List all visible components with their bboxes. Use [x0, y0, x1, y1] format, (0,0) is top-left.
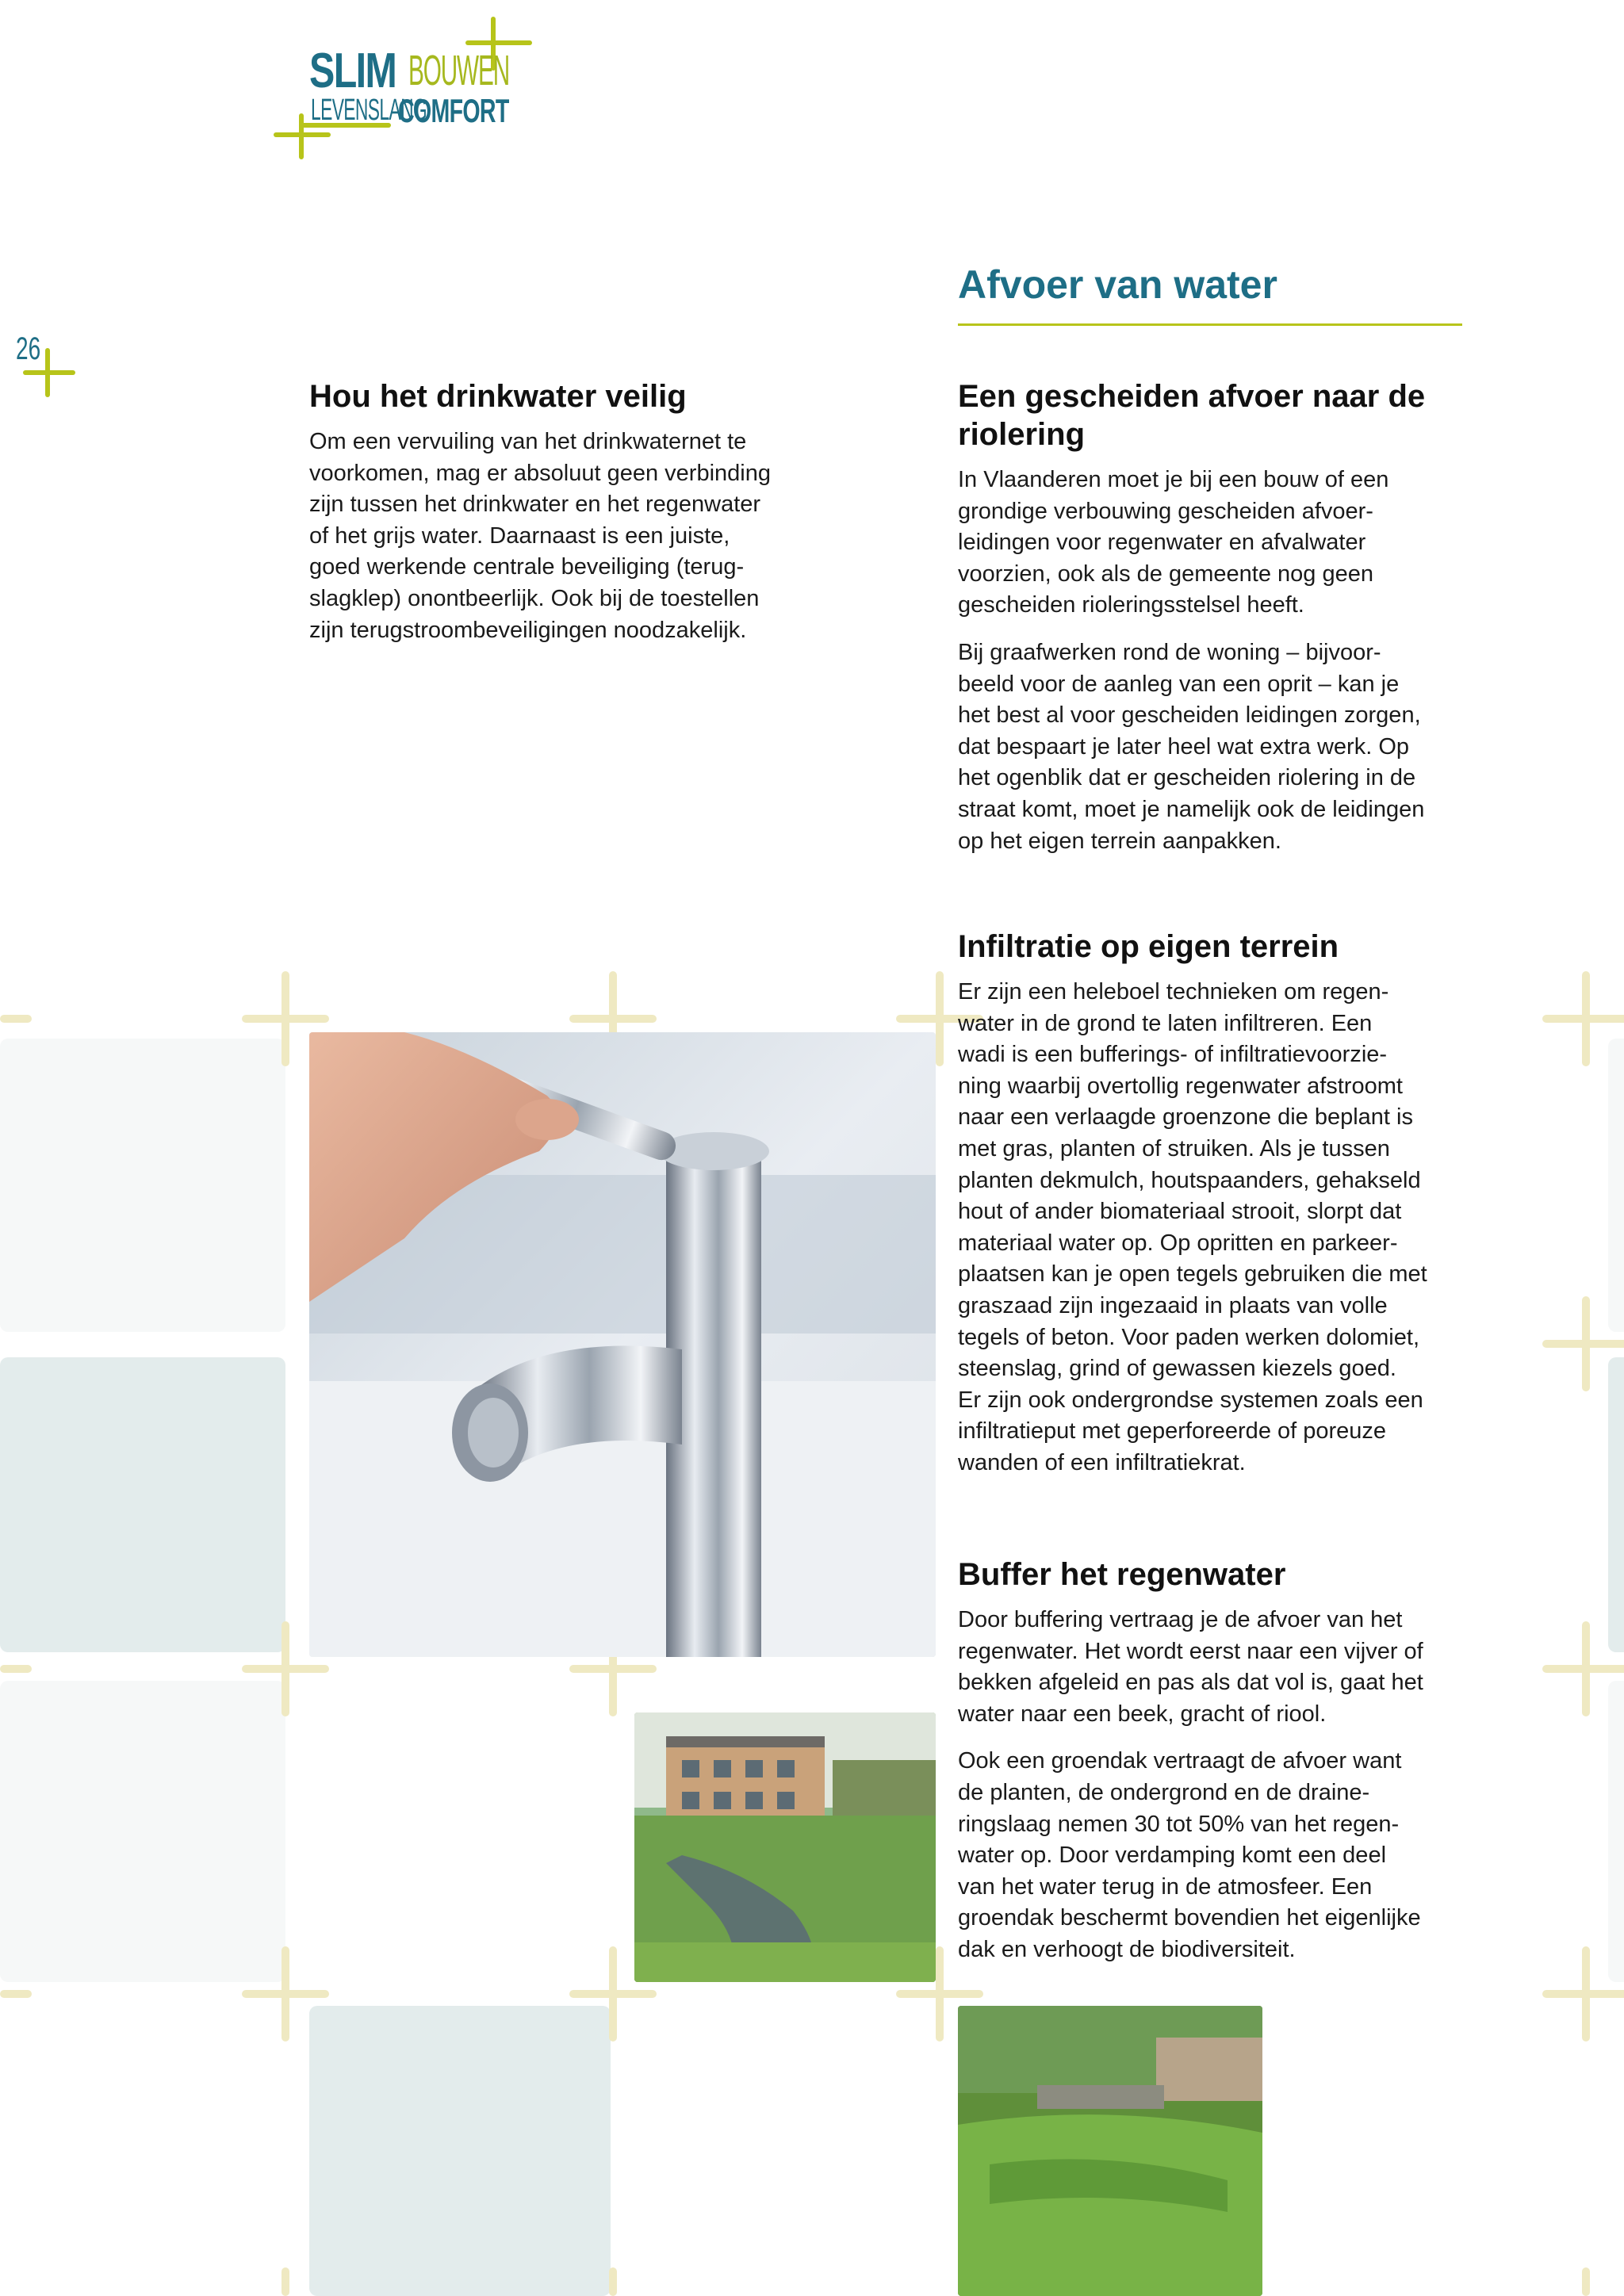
text-line: ning waarbij overtollig regenwater afstroomt	[958, 1073, 1403, 1099]
text-line: goed werkende centrale beveiliging (terug-	[309, 554, 745, 580]
page-number: 26	[16, 331, 41, 366]
text-line: op het eigen terrein aanpakken.	[958, 828, 1281, 854]
right-text-block-afvoer	[958, 377, 1481, 873]
text-line: tegels of beton. Voor paden werken dolomiet,	[958, 1324, 1419, 1350]
text-line: In Vlaanderen moet je bij een bouw of een	[958, 467, 1389, 492]
photo-water-tap	[309, 1032, 936, 1657]
text-line: slagklep) onontbeerlijk. Ook bij de toestellen	[309, 585, 760, 611]
pond-illustration	[634, 1712, 936, 1982]
paragraph	[958, 465, 1481, 622]
heading-line: Een gescheiden afvoer naar de	[958, 379, 1426, 414]
page-number-cross-icon	[17, 346, 81, 409]
section-title: Afvoer van water	[958, 262, 1277, 307]
text-line: de planten, de ondergrond en de draine-	[958, 1779, 1370, 1805]
text-line: Ook een groendak vertraagt de afvoer want	[958, 1748, 1402, 1774]
heading-line: riolering	[958, 417, 1086, 452]
text-line: voorkomen, mag er absoluut geen verbinding	[309, 460, 771, 486]
paragraph	[958, 977, 1481, 1479]
logo-word-comfort: COMFORT	[398, 92, 509, 129]
bg-tile	[1608, 1357, 1624, 1652]
text-line: water in de grond te laten infiltreren. Een	[958, 1010, 1373, 1036]
text-line: ringslaag nemen 30 tot 50% van het regen-	[958, 1811, 1400, 1837]
text-line: graszaad zijn ingezaaid in plaats van volle	[958, 1292, 1388, 1318]
text-line: dat bespaart je later heel wat extra werk. Op	[958, 733, 1410, 760]
text-line: Om een vervuiling van het drinkwaternet te	[309, 429, 747, 454]
text-line: met gras, planten of struiken. Als je tussen	[958, 1135, 1390, 1161]
text-line: wadi is een bufferings- of infiltratievoorzie-	[958, 1042, 1388, 1068]
text-line: wanden of een infiltratiekrat.	[958, 1449, 1246, 1475]
text-line: naar een verlaagde groenzone die beplant is	[958, 1104, 1413, 1131]
text-line: zijn terugstroombeveiligingen noodzakelijk.	[309, 617, 747, 643]
paragraph	[958, 1605, 1481, 1730]
text-line: hout of ander biomateriaal strooit, slorpt dat	[958, 1199, 1402, 1225]
text-line: het ogenblik dat er gescheiden riolering in de	[958, 765, 1416, 791]
bg-tile	[1608, 1039, 1624, 1332]
text-line: dak en verhoogt de biodiversiteit.	[958, 1936, 1296, 1962]
bg-tile	[0, 1357, 285, 1652]
text-line: materiaal water op. Op opritten en parkeer-	[958, 1230, 1398, 1256]
paragraph-drinkwater	[309, 427, 833, 646]
text-line: steenslag, grind of gewassen kiezels goed.	[958, 1356, 1396, 1382]
bg-tile	[0, 1681, 285, 1982]
text-line: zijn tussen het drinkwater en het regenwater	[309, 492, 761, 518]
text-line: planten dekmulch, houtspaanders, gehakseld	[958, 1167, 1421, 1193]
paragraph	[958, 637, 1481, 857]
bg-tile	[0, 1039, 285, 1332]
text-line: Bij graafwerken rond de woning – bijvoor-	[958, 639, 1381, 665]
text-line: beeld voor de aanleg van een oprit – kan je	[958, 671, 1400, 697]
text-line: leidingen voor regenwater en afvalwater	[958, 530, 1366, 556]
section-title-rule	[958, 323, 1462, 326]
heading-gescheiden-afvoer	[958, 377, 1481, 453]
text-line: groendak beschermt bovendien het eigenlijke	[958, 1905, 1421, 1931]
text-line: het best al voor gescheiden leidingen zorgen,	[958, 702, 1421, 729]
text-line: van het water terug in de atmosfeer. Een	[958, 1873, 1373, 1900]
logo-word-levenslang: LEVENSLANG	[311, 94, 427, 127]
right-text-block-buffer	[958, 1556, 1481, 1982]
photo-pond-building	[634, 1712, 936, 1982]
water-tap-illustration	[309, 1032, 936, 1657]
photo-green-wadi	[958, 2006, 1262, 2296]
logo	[270, 8, 539, 166]
text-line: grondige verbouwing gescheiden afvoer-	[958, 498, 1373, 524]
text-line: regenwater. Het wordt eerst naar een vijver of	[958, 1638, 1423, 1664]
text-line: bekken afgeleid en pas als dat vol is, gaat het	[958, 1670, 1423, 1696]
heading-drinkwater: Hou het drinkwater veilig	[309, 379, 687, 414]
text-line: water naar een beek, gracht of riool.	[958, 1701, 1327, 1727]
wadi-illustration	[958, 2006, 1262, 2296]
logo-word-slim: SLIM	[309, 44, 396, 98]
paragraph	[958, 1746, 1481, 1965]
heading-infiltratie	[958, 928, 1481, 966]
right-text-block-infiltratie	[958, 928, 1481, 1495]
text-line: of het grijs water. Daarnaast is een juiste,	[309, 522, 730, 549]
text-line: straat komt, moet je namelijk ook de leidingen	[958, 796, 1425, 822]
text-line: voorzien, ook als de gemeente nog geen	[958, 561, 1373, 587]
bg-tile	[1608, 1681, 1624, 1982]
text-line: infiltratieput met geperforeerde of poreuze	[958, 1418, 1387, 1445]
heading-buffer	[958, 1556, 1481, 1594]
heading-line: Infiltratie op eigen terrein	[958, 929, 1339, 964]
text-line: Door buffering vertraag je de afvoer van het	[958, 1607, 1403, 1632]
bg-tile	[309, 2006, 611, 2296]
text-line: gescheiden rioleringsstelsel heeft.	[958, 592, 1304, 618]
left-text-block	[309, 377, 833, 662]
text-line: plaatsen kan je open tegels gebruiken die met	[958, 1261, 1427, 1288]
heading-line: Buffer het regenwater	[958, 1557, 1286, 1592]
text-line: Er zijn een heleboel technieken om regen-	[958, 979, 1389, 1004]
logo-word-bouwen: BOUWEN	[408, 47, 510, 94]
text-line: Er zijn ook ondergrondse systemen zoals een	[958, 1387, 1423, 1413]
text-line: water op. Door verdamping komt een deel	[958, 1843, 1387, 1869]
